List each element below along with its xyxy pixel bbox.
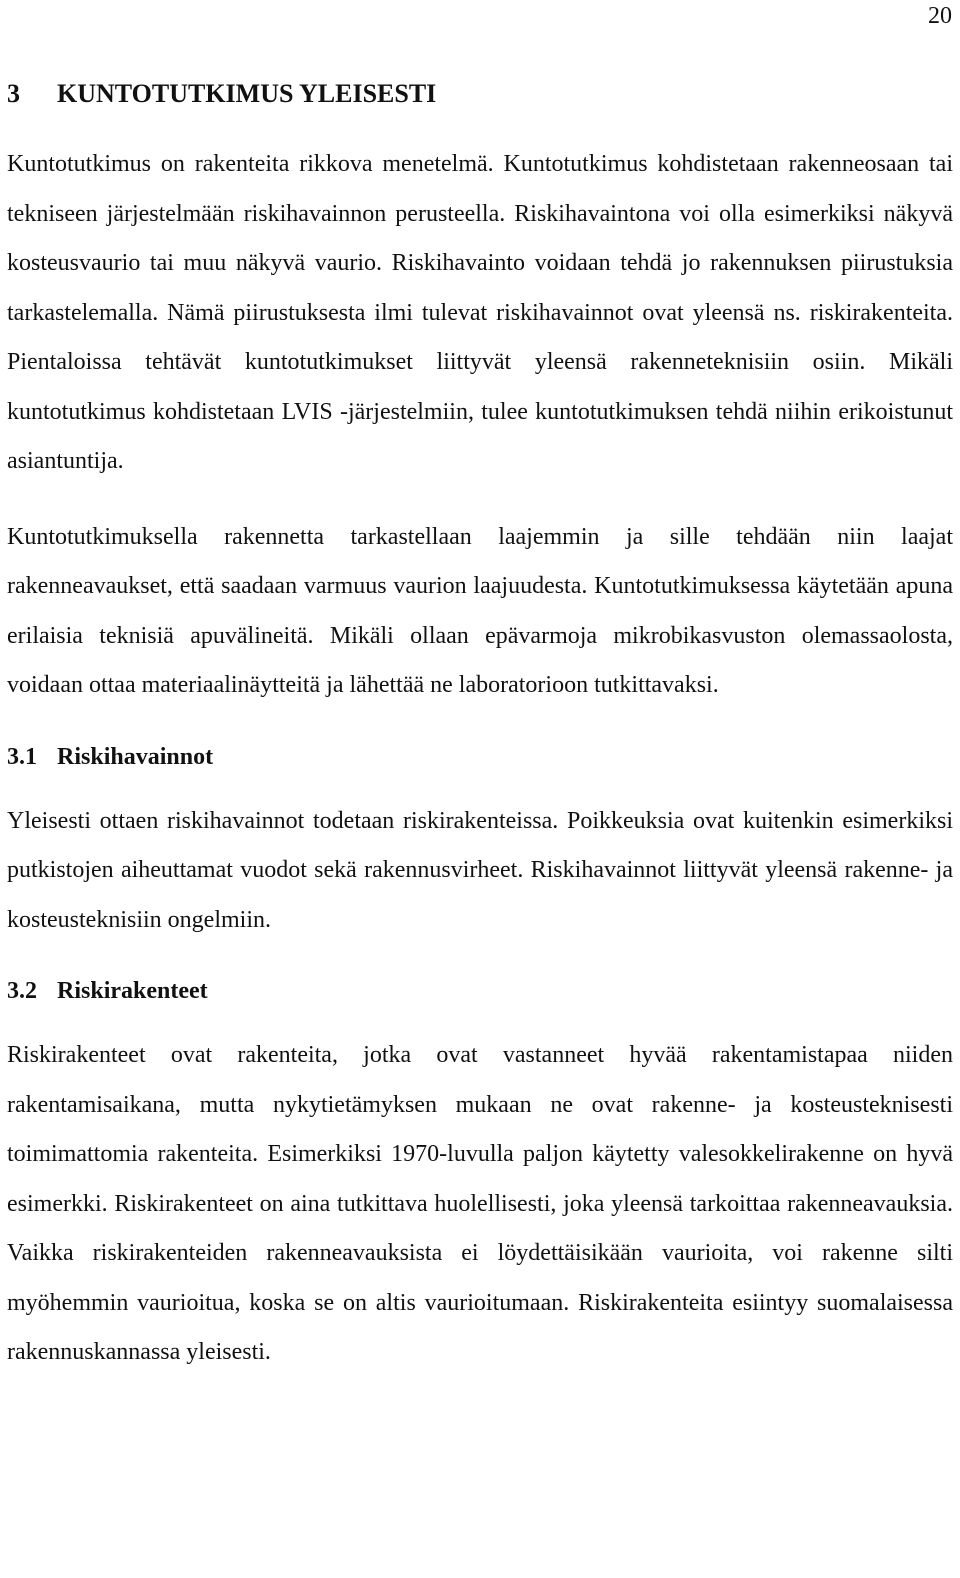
page-number: 20: [928, 3, 952, 29]
section-title: Riskihavainnot: [57, 743, 214, 770]
chapter-number: 3: [7, 79, 20, 108]
chapter-heading: [7, 74, 953, 114]
chapter-title: KUNTOTUTKIMUS YLEISESTI: [57, 79, 437, 108]
document-body: [7, 74, 953, 1378]
section-heading-riskihavainnot: [7, 737, 953, 777]
section-title: Riskirakenteet: [57, 978, 208, 1004]
section-number: 3.1: [7, 743, 37, 770]
section-heading-riskirakenteet: [7, 971, 953, 1011]
chapter-paragraph-1: Kuntotutkimus on rakenteita rikkova menetelmä. Kuntotutkimus kohdistetaan rakenneosaan tai tekniseen järjestelmään riskihavainnon perusteella. Riskihavaintona voi olla esimerkiksi näkyvä kosteusvaurio tai muu näkyvä vaurio. Riskihavainto voidaan tehdä jo rakennuksen piirustuksia tarkastelemalla. Nämä piirustuksesta ilmi tulevat riskihavainnot ovat yleensä ns. riskirakenteita. Pientaloissa tehtävät kuntotutkimukset liittyvät yleensä rakenneteknisiin osiin. Mikäli kuntotutkimus kohdistetaan LVIS -järjestelmiin, tulee kuntotutkimuksen tehdä niihin erikoistunut asiantuntija.: [7, 151, 953, 474]
section-number: 3.2: [7, 978, 37, 1004]
section-paragraph-riskirakenteet: Riskirakenteet ovat rakenteita, jotka ovat vastanneet hyvää rakentamistapaa niiden rakentamisaikana, mutta nykytietämyksen mukaan ne ovat rakenne- ja kosteusteknisesti toimimattomia rakenteita. Esimerkiksi 1970-luvulla paljon käytetty valesokkelirakenne on hyvä esimerkki. Riskirakenteet on aina tutkittava huolellisesti, joka yleensä tarkoittaa rakenneavauksia. Vaikka riskirakenteiden rakenneavauksista ei löydettäisikään vaurioita, voi rakenne silti myöhemmin vaurioitua, koska se on altis vaurioitumaan. Riskirakenteita esiintyy suomalaisessa rakennuskannassa yleisesti.: [7, 1042, 953, 1365]
section-paragraph-riskihavainnot: Yleisesti ottaen riskihavainnot todetaan riskirakenteissa. Poikkeuksia ovat kuitenkin esimerkiksi putkistojen aiheuttamat vuodot sekä rakennusvirheet. Riskihavainnot liittyvät yleensä rakenne- ja kosteusteknisiin ongelmiin.: [7, 807, 953, 933]
chapter-paragraph-2: Kuntotutkimuksella rakennetta tarkastellaan laajemmin ja sille tehdään niin laajat rakenneavaukset, että saadaan varmuus vaurion laajuudesta. Kuntotutkimuksessa käytetään apuna erilaisia teknisiä apuvälineitä. Mikäli ollaan epävarmoja mikrobikasvuston olemassaolosta, voidaan ottaa materiaalinäytteitä ja lähettää ne laboratorioon tutkittavaksi.: [7, 523, 953, 698]
